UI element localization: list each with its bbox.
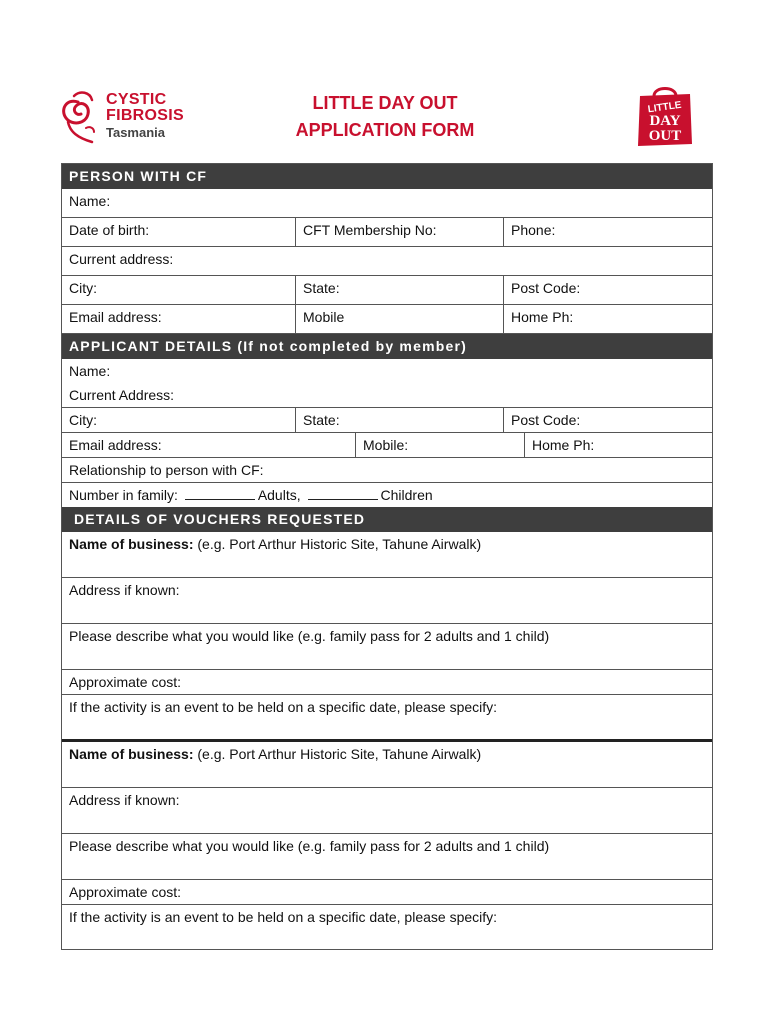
voucher-1-business-row bbox=[62, 532, 712, 577]
adults-blank[interactable] bbox=[185, 487, 255, 500]
business-hint: (e.g. Port Arthur Historic Site, Tahune Airwalk) bbox=[197, 746, 482, 762]
person-state-field[interactable]: State: bbox=[295, 276, 503, 304]
applicant-family-row bbox=[62, 482, 712, 507]
badge-line-1: LITTLE bbox=[647, 99, 683, 116]
person-name-row bbox=[62, 189, 712, 217]
voucher-1-address-field[interactable]: Address if known: bbox=[69, 582, 180, 598]
applicant-name-field[interactable]: Name: bbox=[69, 363, 111, 379]
person-email-row bbox=[62, 304, 712, 333]
applicant-city-field[interactable]: City: bbox=[69, 412, 97, 428]
person-address-row bbox=[62, 246, 712, 275]
person-home-phone-field[interactable]: Home Ph: bbox=[503, 305, 712, 333]
voucher-2-describe-row bbox=[62, 833, 712, 879]
voucher-1-date-field[interactable]: If the activity is an event to be held on a specific date, please specify: bbox=[69, 699, 498, 715]
applicant-name-row bbox=[62, 359, 712, 383]
applicant-city-row bbox=[62, 407, 712, 432]
applicant-state-field[interactable]: State: bbox=[295, 408, 503, 432]
voucher-1-describe-row bbox=[62, 623, 712, 669]
business-label: Name of business: bbox=[69, 746, 194, 762]
little-day-out-logo bbox=[636, 82, 694, 148]
person-address-field[interactable]: Current address: bbox=[69, 251, 174, 267]
section-header-applicant: APPLICANT DETAILS (If not completed by member) bbox=[62, 333, 712, 359]
person-membership-field[interactable]: CFT Membership No: bbox=[295, 218, 503, 246]
applicant-postcode-field[interactable]: Post Code: bbox=[503, 408, 712, 432]
applicant-email-field[interactable]: Email address: bbox=[69, 437, 162, 453]
voucher-1-date-row bbox=[62, 694, 712, 739]
person-name-field[interactable]: Name: bbox=[69, 193, 111, 209]
person-phone-field[interactable]: Phone: bbox=[503, 218, 712, 246]
logo-line-1: CYSTIC bbox=[106, 91, 167, 108]
section-header-person: PERSON WITH CF bbox=[62, 164, 712, 189]
children-blank[interactable] bbox=[308, 487, 378, 500]
applicant-address-row bbox=[62, 383, 712, 407]
voucher-2-date-field[interactable]: If the activity is an event to be held on a specific date, please specify: bbox=[69, 909, 498, 925]
voucher-1-cost-row bbox=[62, 669, 712, 694]
voucher-1-address-row bbox=[62, 577, 712, 623]
applicant-family-field[interactable] bbox=[62, 483, 712, 507]
rose-icon bbox=[56, 88, 102, 146]
business-label: Name of business: bbox=[69, 536, 194, 552]
voucher-2-date-row bbox=[62, 904, 712, 949]
voucher-2-cost-row bbox=[62, 879, 712, 904]
adults-label: Adults, bbox=[257, 487, 301, 503]
logo-line-2: FIBROSIS bbox=[106, 107, 184, 124]
voucher-1-cost-field[interactable]: Approximate cost: bbox=[69, 674, 182, 690]
section-header-vouchers: DETAILS OF VOUCHERS REQUESTED bbox=[62, 507, 712, 532]
voucher-1-business-field[interactable] bbox=[62, 532, 712, 577]
title-line-2: APPLICATION FORM bbox=[295, 120, 475, 140]
application-form bbox=[61, 163, 713, 950]
voucher-2-business-row bbox=[62, 739, 712, 787]
person-mobile-field[interactable]: Mobile bbox=[295, 305, 503, 333]
family-prefix-label: Number in family: bbox=[69, 487, 178, 503]
person-dob-row bbox=[62, 217, 712, 246]
applicant-email-row bbox=[62, 432, 712, 457]
badge-line-3: OUT bbox=[648, 128, 682, 144]
person-city-row bbox=[62, 275, 712, 304]
person-dob-field[interactable]: Date of birth: bbox=[69, 222, 150, 238]
applicant-address-field[interactable]: Current Address: bbox=[69, 387, 175, 403]
badge-line-2: DAY bbox=[649, 113, 681, 129]
voucher-2-describe-field[interactable]: Please describe what you would like (e.g. family pass for 2 adults and 1 child) bbox=[69, 838, 550, 854]
voucher-2-address-row bbox=[62, 787, 712, 833]
applicant-home-phone-field[interactable]: Home Ph: bbox=[524, 433, 712, 457]
page-title bbox=[270, 90, 500, 144]
children-label: Children bbox=[380, 487, 433, 503]
applicant-relationship-row bbox=[62, 457, 712, 482]
person-city-field[interactable]: City: bbox=[69, 280, 97, 296]
voucher-2-cost-field[interactable]: Approximate cost: bbox=[69, 884, 182, 900]
business-hint: (e.g. Port Arthur Historic Site, Tahune Airwalk) bbox=[197, 536, 482, 552]
voucher-1-describe-field[interactable]: Please describe what you would like (e.g. family pass for 2 adults and 1 child) bbox=[69, 628, 550, 644]
voucher-2-business-field[interactable] bbox=[62, 742, 712, 787]
person-postcode-field[interactable]: Post Code: bbox=[503, 276, 712, 304]
logo-line-3: Tasmania bbox=[106, 125, 166, 140]
person-email-field[interactable]: Email address: bbox=[69, 309, 162, 325]
title-line-1: LITTLE DAY OUT bbox=[312, 93, 458, 113]
applicant-mobile-field[interactable]: Mobile: bbox=[355, 433, 524, 457]
applicant-relationship-field[interactable]: Relationship to person with CF: bbox=[69, 462, 264, 478]
voucher-2-address-field[interactable]: Address if known: bbox=[69, 792, 180, 808]
cystic-fibrosis-logo bbox=[56, 88, 206, 148]
shopping-bag-icon bbox=[636, 82, 694, 148]
